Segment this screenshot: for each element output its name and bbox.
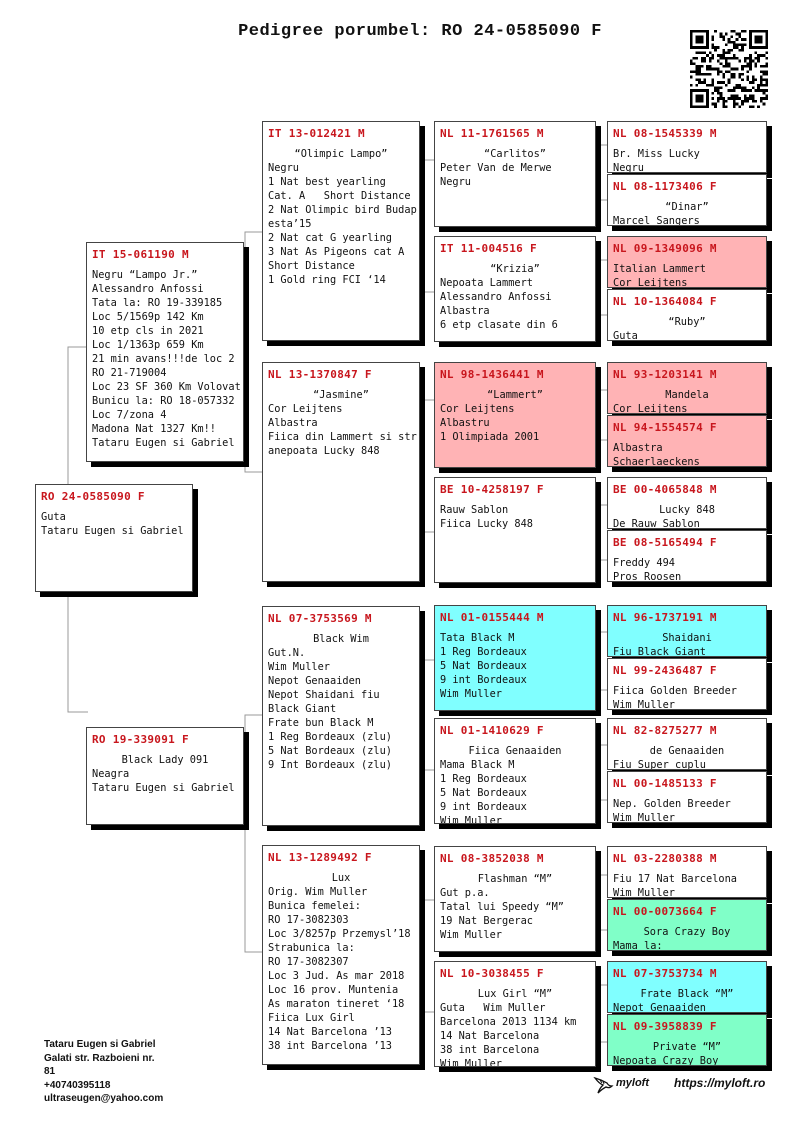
pigeon-info-line: Tataru Eugen si Gabriel	[41, 525, 184, 537]
pigeon-info-line: 5 Nat Bordeaux	[440, 660, 527, 672]
pigeon-info-line: Loc 23 SF 360 Km Volovat	[92, 381, 241, 393]
pigeon-card	[607, 846, 767, 898]
pigeon-info-line: 19 Nat Bergerac	[440, 915, 533, 927]
pigeon-info-line: Nepoata Crazy Boy	[613, 1055, 719, 1066]
pigeon-info-line: Italian Lammert	[613, 263, 706, 275]
ring-number: NL 07-3753734 M	[613, 967, 717, 980]
pigeon-info-line: Fiica Lucky 848	[440, 518, 533, 530]
pigeon-info-line: Neagra	[92, 768, 130, 780]
pigeon-info-line: Schaerlaeckens	[613, 456, 700, 467]
brand-name: myloft	[616, 1077, 649, 1089]
pigeon-info-line: Albastru	[440, 417, 490, 429]
pigeon-info-line: Fiu Black Giant	[613, 646, 706, 657]
ring-number: NL 03-2280388 M	[613, 852, 717, 865]
pigeon-info-line: Guta Wim Muller	[440, 1002, 546, 1014]
pigeon-card	[607, 289, 767, 341]
pigeon-info-line: Albastra	[613, 442, 663, 454]
pigeon-info-line: Loc 16 prov. Muntenia	[268, 984, 399, 996]
pigeon-info-line: 9 int Bordeaux	[440, 674, 527, 686]
pigeon-info-line: Fiu 17 Nat Barcelona	[613, 873, 737, 885]
pigeon-info-line: 1 Reg Bordeaux	[440, 773, 527, 785]
pigeon-info-line: Frate Black “M”	[640, 988, 734, 1000]
pigeon-card	[434, 961, 596, 1067]
pigeon-info-line: Mandela	[665, 389, 709, 401]
pigeon-info-line: Cor Leijtens	[268, 403, 343, 415]
pigeon-info-line: As maraton tineret ‘18	[268, 998, 405, 1010]
ring-number: NL 09-1349096 M	[613, 242, 717, 255]
bird-logo-icon	[592, 1074, 614, 1096]
pigeon-card	[607, 236, 767, 288]
pigeon-card	[607, 658, 767, 710]
pigeon-card	[262, 606, 420, 826]
pigeon-info-line: Negru	[613, 162, 644, 173]
pigeon-card	[262, 845, 420, 1065]
pigeon-info-line: Cat. A Short Distance	[268, 190, 411, 202]
pigeon-info-line: Barcelona 2013 1134 km	[440, 1016, 577, 1028]
pigeon-card	[607, 1014, 767, 1066]
ring-number: NL 11-1761565 M	[440, 127, 544, 140]
pigeon-info-line: Shaidani	[662, 632, 712, 644]
pigeon-card	[434, 362, 596, 468]
pigeon-info-line: 38 int Barcelona	[440, 1044, 540, 1056]
pigeon-info-line: Nepot Genaaiden	[613, 1002, 706, 1013]
ring-number: NL 13-1370847 F	[268, 368, 372, 381]
pigeon-info-line: 5 Nat Bordeaux (zlu)	[268, 745, 392, 757]
pigeon-card	[86, 242, 244, 462]
pigeon-info-line: RO 21-719004	[92, 367, 167, 379]
pigeon-info-line: “Krizia”	[490, 263, 540, 275]
pigeon-info-line: Tata la: RO 19-339185	[92, 297, 223, 309]
pigeon-info-line: Lux Girl “M”	[477, 988, 553, 1000]
pigeon-info-line: 38 int Barcelona ’13	[268, 1040, 392, 1052]
pigeon-card	[607, 718, 767, 770]
breeder-email[interactable]: ultraseugen@yahoo.com	[44, 1093, 164, 1104]
pigeon-card	[262, 362, 420, 582]
pigeon-info-line: Nep. Golden Breeder	[613, 798, 731, 810]
pigeon-info-line: Wim Muller	[613, 699, 675, 710]
pigeon-info-line: Tataru Eugen si Gabriel	[92, 437, 235, 449]
ring-number: NL 10-3038455 F	[440, 967, 544, 980]
pigeon-info-line: Alessandro Anfossi	[440, 291, 552, 303]
pigeon-info-line: “Dinar”	[665, 201, 709, 213]
brand-url-link[interactable]: https://myloft.ro	[674, 1076, 766, 1090]
pigeon-info-line: Loc 3 Jud. As mar 2018	[268, 970, 405, 982]
pigeon-info-line: Madona Nat 1327 Km!!	[92, 423, 216, 435]
pigeon-info-line: Peter Van de Merwe	[440, 162, 552, 174]
pigeon-info-line: 21 min avans!!!de loc 2	[92, 353, 235, 365]
pigeon-info-line: Fiica din Lammert si str	[268, 431, 417, 443]
pigeon-info-line: 14 Nat Barcelona	[440, 1030, 540, 1042]
breeder-address-number: 81	[44, 1066, 56, 1077]
pigeon-info-line: Orig. Wim Muller	[268, 886, 368, 898]
ring-number: NL 13-1289492 F	[268, 851, 372, 864]
pigeon-info-line: Private “M”	[652, 1041, 722, 1053]
pigeon-info-line: Black Giant	[268, 703, 337, 715]
pigeon-info-line: Loc 5/1569p 142 Km	[92, 311, 204, 323]
pigeon-info-line: Tata Black M	[440, 632, 515, 644]
page-title: Pedigree porumbel: RO 24-0585090 F	[238, 22, 602, 41]
breeder-phone: +40740395118	[44, 1079, 111, 1091]
pigeon-card	[434, 236, 596, 342]
pigeon-info-line: RO 17-3082307	[268, 956, 349, 968]
pigeon-info-line: Negru	[268, 162, 299, 174]
pigeon-info-line: 1 Reg Bordeaux	[440, 646, 527, 658]
pigeon-info-line: Guta	[41, 511, 66, 523]
ring-number: NL 10-1364084 F	[613, 295, 717, 308]
ring-number: IT 13-012421 M	[268, 127, 365, 140]
pigeon-info-line: Fiica Genaaiden	[468, 745, 562, 757]
pigeon-info-line: “Olimpic Lampo”	[294, 148, 388, 160]
pigeon-info-line: Pros Roosen	[613, 571, 682, 582]
ring-number: NL 09-3958839 F	[613, 1020, 717, 1033]
pigeon-card	[86, 727, 244, 825]
pigeon-info-line: de Genaaiden	[649, 745, 725, 757]
pigeon-info-line: Wim Muller	[613, 887, 675, 898]
pigeon-info-line: Mama Black M	[440, 759, 515, 771]
pigeon-card	[607, 899, 767, 951]
pigeon-info-line: 10 etp cls in 2021	[92, 325, 204, 337]
pigeon-info-line: 3 Nat As Pigeons cat A	[268, 246, 405, 258]
pigeon-info-line: Tataru Eugen si Gabriel	[92, 782, 235, 794]
pigeon-card	[607, 961, 767, 1013]
pigeon-info-line: anepoata Lucky 848	[268, 445, 380, 457]
ring-number: NL 08-1545339 M	[613, 127, 717, 140]
ring-number: IT 15-061190 M	[92, 248, 189, 261]
pigeon-info-line: Guta	[613, 330, 638, 341]
ring-number: NL 94-1554574 F	[613, 421, 717, 434]
pigeon-info-line: 2 Nat Olimpic bird Budap	[268, 204, 417, 216]
pigeon-card	[607, 605, 767, 657]
pigeon-info-line: Nepoata Lammert	[440, 277, 533, 289]
pigeon-info-line: Wim Muller	[440, 1058, 502, 1067]
pigeon-info-line: Wim Muller	[440, 688, 502, 700]
pigeon-card	[607, 121, 767, 173]
pigeon-info-line: 14 Nat Barcelona ’13	[268, 1026, 392, 1038]
pigeon-info-line: Flashman “M”	[477, 873, 553, 885]
pigeon-info-line: 1 Nat best yearling	[268, 176, 386, 188]
pigeon-card	[607, 174, 767, 226]
pigeon-info-line: Br. Miss Lucky	[613, 148, 700, 160]
ring-number: NL 99-2436487 F	[613, 664, 717, 677]
breeder-address: Galati str. Razboieni nr.	[44, 1052, 155, 1064]
pigeon-info-line: Lucky 848	[659, 504, 715, 516]
pigeon-info-line: Fiu Super cuplu	[613, 759, 706, 770]
pigeon-info-line: RO 17-3082303	[268, 914, 349, 926]
pigeon-info-line: 9 Int Bordeaux (zlu)	[268, 759, 392, 771]
pigeon-info-line: Marcel Sangers	[613, 215, 700, 226]
ring-number: NL 00-1485133 F	[613, 777, 717, 790]
pigeon-info-line: Tatal lui Speedy “M”	[440, 901, 564, 913]
pigeon-card	[262, 121, 420, 341]
pigeon-card	[434, 121, 596, 227]
pigeon-card	[607, 415, 767, 467]
pigeon-info-line: 1 Reg Bordeaux (zlu)	[268, 731, 392, 743]
pigeon-info-line: Black Wim	[313, 633, 369, 645]
pigeon-info-line: 5 Nat Bordeaux	[440, 787, 527, 799]
pigeon-info-line: 9 int Bordeaux	[440, 801, 527, 813]
ring-number: NL 01-1410629 F	[440, 724, 544, 737]
pigeon-info-line: esta’15	[268, 218, 312, 230]
pigeon-info-line: Loc 1/1363p 659 Km	[92, 339, 204, 351]
pigeon-card	[35, 484, 193, 592]
pigeon-info-line: Albastra	[440, 305, 490, 317]
ring-number: NL 96-1737191 M	[613, 611, 717, 624]
pigeon-info-line: Gut.N.	[268, 647, 306, 659]
pigeon-info-line: “Carlitos”	[484, 148, 546, 160]
pigeon-card	[607, 477, 767, 529]
pigeon-info-line: Negru	[440, 176, 471, 188]
ring-number: NL 07-3753569 M	[268, 612, 372, 625]
ring-number: NL 93-1203141 M	[613, 368, 717, 381]
breeder-name: Tataru Eugen si Gabriel	[44, 1039, 156, 1050]
ring-number: NL 01-0155444 M	[440, 611, 544, 624]
pigeon-card	[607, 362, 767, 414]
ring-number: NL 08-1173406 F	[613, 180, 717, 193]
pigeon-info-line: “Lammert”	[487, 389, 543, 401]
ring-number: BE 10-4258197 F	[440, 483, 544, 496]
pigeon-info-line: Rauw Sablon	[440, 504, 509, 516]
pigeon-info-line: Negru “Lampo Jr.”	[92, 269, 198, 281]
ring-number: NL 82-8275277 M	[613, 724, 717, 737]
pigeon-info-line: Bunicu la: RO 18-057332	[92, 395, 235, 407]
ring-number: NL 98-1436441 M	[440, 368, 544, 381]
pigeon-info-line: Bunica femelei:	[268, 900, 361, 912]
pigeon-info-line: Cor Leijtens	[613, 403, 688, 414]
pigeon-info-line: 6 etp clasate din 6	[440, 319, 558, 331]
pigeon-info-line: 1 Olimpiada 2001	[440, 431, 540, 443]
pigeon-info-line: Albastra	[268, 417, 318, 429]
ring-number: RO 24-0585090 F	[41, 490, 145, 503]
pigeon-info-line: Black Lady 091	[121, 754, 209, 766]
pigeon-info-line: Cor Leijtens	[440, 403, 515, 415]
pigeon-info-line: Wim Muller	[440, 929, 502, 941]
pigeon-info-line: Short Distance	[268, 260, 355, 272]
pigeon-card	[607, 530, 767, 582]
breeder-contact	[44, 1038, 163, 1106]
pigeon-info-line: Wim Muller	[268, 661, 330, 673]
ring-number: NL 00-0073664 F	[613, 905, 717, 918]
pigeon-info-line: Fiica Lux Girl	[268, 1012, 355, 1024]
pigeon-info-line: Strabunica la:	[268, 942, 355, 954]
pigeon-info-line: Loc 7/zona 4	[92, 409, 167, 421]
pigeon-info-line: Freddy 494	[613, 557, 675, 569]
pigeon-info-line: Alessandro Anfossi	[92, 283, 204, 295]
pigeon-info-line: Mama la:	[613, 940, 663, 951]
ring-number: BE 08-5165494 F	[613, 536, 717, 549]
pigeon-info-line: Nepot Genaaiden	[268, 675, 361, 687]
pigeon-card	[434, 718, 596, 824]
ring-number: BE 00-4065848 M	[613, 483, 717, 496]
pigeon-info-line: “Jasmine”	[313, 389, 369, 401]
pigeon-info-line: Wim Muller	[440, 815, 502, 824]
pigeon-card	[607, 771, 767, 823]
brand	[592, 1074, 766, 1101]
pigeon-info-line: 1 Gold ring FCI ‘14	[268, 274, 386, 286]
pigeon-info-line: Loc 3/8257p Przemysl’18	[268, 928, 411, 940]
pigeon-info-line: Wim Muller	[613, 812, 675, 823]
pigeon-info-line: Fiica Golden Breeder	[613, 685, 737, 697]
pigeon-card	[434, 477, 596, 583]
pigeon-info-line: Frate bun Black M	[268, 717, 374, 729]
pigeon-info-line: Nepot Shaidani fiu	[268, 689, 380, 701]
pigeon-card	[434, 605, 596, 711]
pigeon-info-line: 2 Nat cat G yearling	[268, 232, 392, 244]
pigeon-info-line: Gut p.a.	[440, 887, 490, 899]
pigeon-info-line: De Rauw Sablon	[613, 518, 700, 529]
pigeon-info-line: Cor Leijtens	[613, 277, 688, 288]
ring-number: NL 08-3852038 M	[440, 852, 544, 865]
pigeon-info-line: Lux	[331, 872, 351, 884]
pigeon-card	[434, 846, 596, 952]
ring-number: RO 19-339091 F	[92, 733, 189, 746]
pigeon-info-line: “Ruby”	[668, 316, 706, 328]
pigeon-info-line: Sora Crazy Boy	[643, 926, 731, 938]
ring-number: IT 11-004516 F	[440, 242, 537, 255]
